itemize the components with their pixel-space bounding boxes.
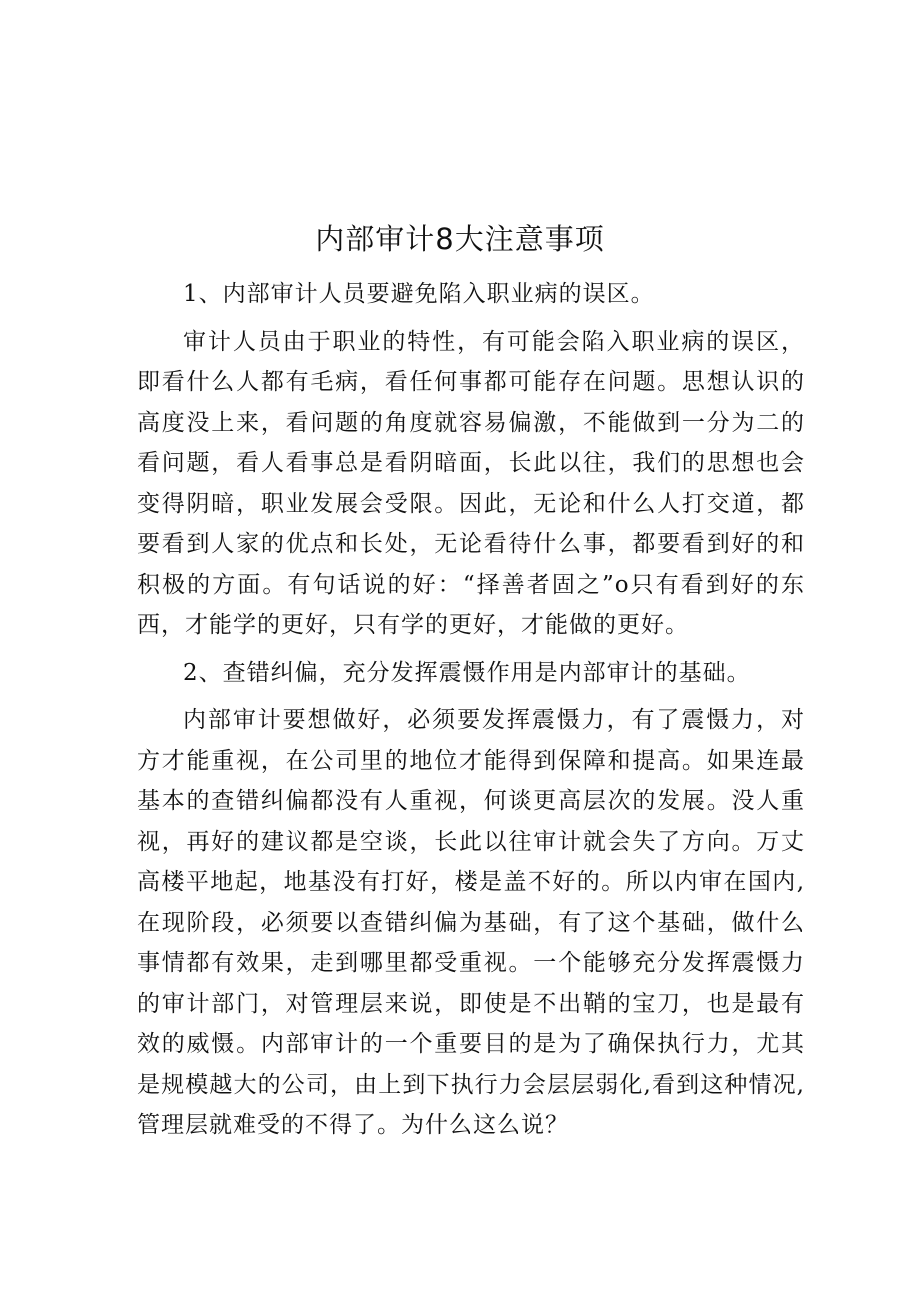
section-paragraph-1: 审计人员由于职业的特性，有可能会陷入职业病的误区，即看什么人都有毛病，看任何事都可能存在问题。思想认识的高度没上来，看问题的角度就容易偏激，不能做到一分为二的看问题，看人看事总是看阴暗面，长此以往，我们的思想也会变得阴暗，职业发展会受限。因此，无论和什么人打交道，都要看到人家的优点和长处，无论看待什么事，都要看到好的和积极的方面。有句话说的好：“择善者固之”o只有看到好的东西，才能学的更好，只有学的更好，才能做的更好。 xyxy=(137,328,805,638)
section-heading-1: 1、内部审计人员要避免陷入职业病的误区。 xyxy=(183,281,655,307)
section-heading-2: 2、查错纠偏，充分发挥震慑作用是内部审计的基础。 xyxy=(183,659,751,686)
section-paragraph-2: 内部审计要想做好，必须要发挥震慑力，有了震慑力，对方才能重视，在公司里的地位才能得到保障和提高。如果连最基本的查错纠偏都没有人重视，何谈更高层次的发展。没人重视，再好的建议都是空谈，长此以往审计就会失了方向。万丈高楼平地起，地基没有打好，楼是盖不好的。所以内审在国内,在现阶段，必须要以查错纠偏为基础，有了这个基础，做什么事情都有效果，走到哪里都受重视。一个能够充分发挥震慑力的审计部门，对管理层来说，即使是不出鞘的宝刀，也是最有效的威慑。内部审计的一个重要目的是为了确保执行力，尤其是规模越大的公司，由上到下执行力会层层弱化,看到这种情况,管理层就难受的不得了。为什么这么说？ xyxy=(137,707,805,1138)
document-body xyxy=(137,274,805,1153)
document-title: 内部审计8大注意事项 xyxy=(315,222,605,256)
